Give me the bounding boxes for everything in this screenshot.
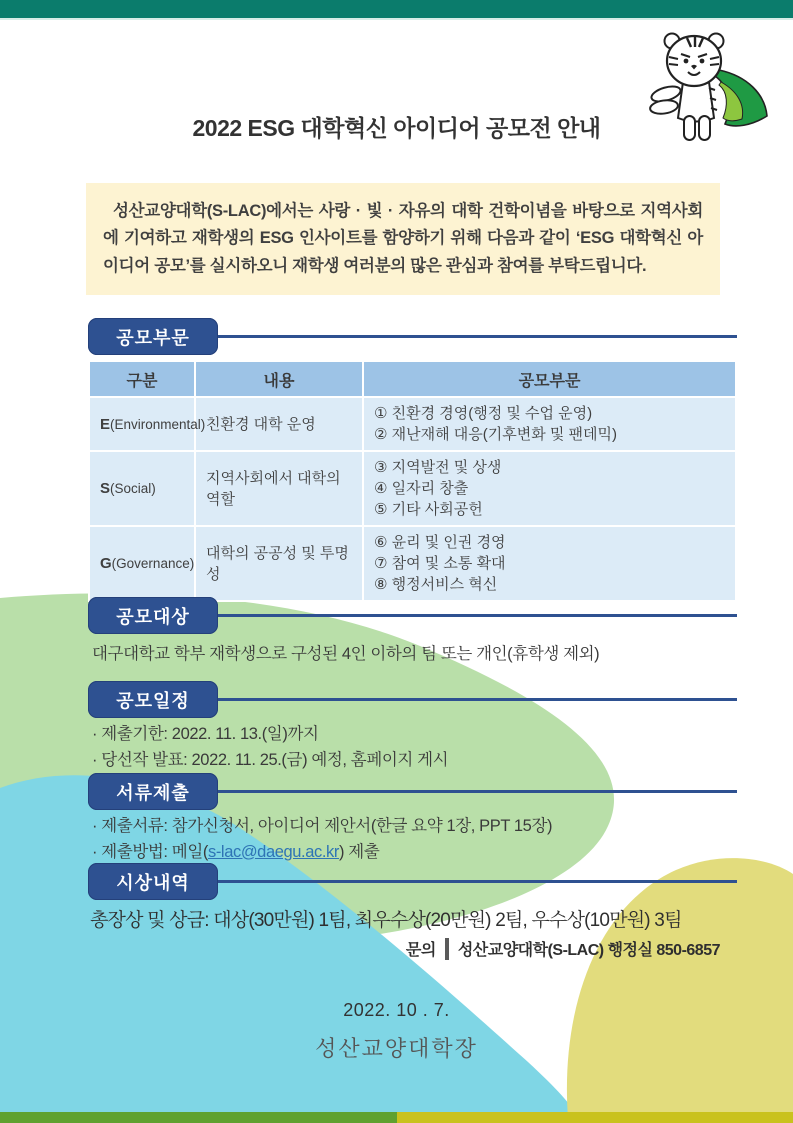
contact-text: 성산교양대학(S-LAC) 행정실 850-6857 — [457, 942, 720, 959]
column-header-field: 공모부문 — [363, 361, 736, 397]
prize-text: 총장상 및 상금: 대상(30만원) 1팀, 최우수상(20만원) 2팀, 우수상(10만원) 3팀 — [90, 910, 682, 931]
page-title: 2022 ESG 대학혁신 아이디어 공모전 안내 — [192, 115, 601, 141]
submission-list — [92, 814, 552, 865]
field-item: ⑦ 참여 및 소통 확대 — [374, 555, 506, 572]
field-item: ⑥ 윤리 및 인권 경영 — [374, 534, 506, 551]
section-rule — [218, 614, 737, 617]
bottom-accent-bar-green — [0, 1112, 397, 1123]
field-item: ③ 지역발전 및 상생 — [374, 459, 502, 476]
cell-content: 지역사회에서 대학의 역할 — [195, 451, 363, 526]
section-badge-schedule: 공모일정 — [88, 681, 218, 718]
section-badge-eligibility: 공모대상 — [88, 597, 218, 634]
table-header-row — [89, 361, 736, 397]
contact-separator-bar — [445, 938, 449, 960]
section-rule — [218, 698, 737, 701]
signer-name: 성산교양대학장 — [315, 1036, 478, 1061]
contact-info — [406, 937, 720, 960]
field-item: ⑤ 기타 사회공헌 — [374, 501, 483, 518]
field-item: ① 친환경 경영(행정 및 수업 운영) — [374, 405, 593, 422]
cell-content: 대학의 공공성 및 투명성 — [195, 526, 363, 601]
contact-label: 문의 — [405, 942, 436, 959]
top-accent-bar — [0, 0, 793, 20]
table-row-governance — [89, 526, 736, 601]
column-header-content: 내용 — [195, 361, 363, 397]
cell-category: S(Social) — [89, 451, 195, 526]
table-row-social — [89, 451, 736, 526]
issue-date: 2022. 10 . 7. — [343, 1000, 450, 1020]
eligibility-text: 대구대학교 학부 재학생으로 구성된 4인 이하의 팀 또는 개인(휴학생 제외) — [92, 645, 600, 663]
section-badge-submission: 서류제출 — [88, 773, 218, 810]
section-header-submission — [88, 773, 737, 810]
intro-box — [86, 183, 720, 295]
section-rule — [218, 790, 737, 793]
section-badge-awards: 시상내역 — [88, 863, 218, 900]
submission-method-item: · 제출방법: 메일(s-lac@daegu.ac.kr) 제출 — [92, 842, 380, 861]
bottom-accent-bar-yellow — [397, 1112, 793, 1123]
cell-items — [363, 397, 736, 451]
section-badge-contest-fields: 공모부문 — [88, 318, 218, 355]
section-header-schedule — [88, 681, 737, 718]
field-item: ④ 일자리 창출 — [374, 480, 469, 497]
section-header-eligibility — [88, 597, 737, 634]
cell-category: E(Environmental) — [89, 397, 195, 451]
section-header-contest-fields — [88, 318, 737, 355]
submission-docs-item: · 제출서류: 참가신청서, 아이디어 제안서(한글 요약 1장, PPT 15장) — [92, 817, 553, 835]
section-rule — [218, 880, 737, 883]
table-row-environmental — [89, 397, 736, 451]
section-rule — [218, 335, 737, 338]
schedule-list — [92, 722, 448, 773]
cell-category: G(Governance) — [89, 526, 195, 601]
column-header-category: 구분 — [89, 361, 195, 397]
email-link[interactable]: s-lac@daegu.ac.kr — [207, 842, 339, 861]
cell-items — [363, 526, 736, 601]
field-item: ② 재난재해 대응(기후변화 및 팬데믹) — [374, 426, 617, 443]
field-item: ⑧ 행정서비스 혁신 — [374, 576, 498, 593]
cell-items — [363, 451, 736, 526]
schedule-item-deadline: · 제출기한: 2022. 11. 13.(일)까지 — [92, 725, 319, 743]
section-header-awards — [88, 863, 737, 900]
cell-content: 친환경 대학 운영 — [195, 397, 363, 451]
schedule-item-announcement: · 당선작 발표: 2022. 11. 25.(금) 예정, 홈페이지 게시 — [92, 750, 449, 769]
intro-text: 성산교양대학(S-LAC)에서는 사랑 · 빛 · 자유의 대학 건학이념을 바탕으로 지역사회에 기여하고 재학생의 ESG 인사이트를 함양하기 위해 다음과 같이 ‘ESG 대학혁신 아이디어 공모’를 실시하오니 재학생 여러분의 많은 관심과 참여를 부탁드립니다. — [103, 202, 703, 275]
esg-category-table — [88, 360, 737, 602]
